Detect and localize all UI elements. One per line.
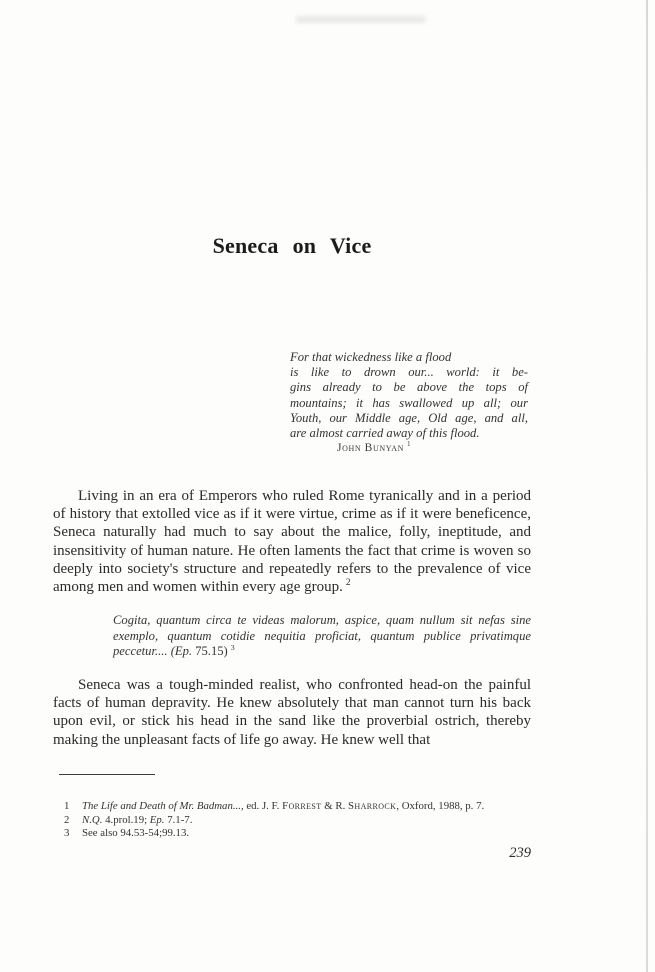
paragraph-2 (53, 676, 531, 749)
footnote-number: 1 (64, 800, 70, 812)
latin-quote-text: Cogita, quantum circa te videas malorum, aspice, quam nullum sit nefas sine exemplo, quantum cotidie nequitia proficiat, quantum publice privatimque peccetur.... (113, 613, 531, 659)
footnote-text: , Oxford, 1988, p. 7. (396, 800, 485, 812)
footnote-number: 2 (64, 813, 70, 826)
epigraph-line: Youth, our Middle age, Old age, and all, (290, 410, 528, 425)
footnote-3 (64, 827, 534, 841)
page-title: Seneca on Vice (212, 233, 372, 258)
footnote-text: Sharrock (347, 800, 397, 812)
footnote-1 (64, 800, 534, 814)
epigraph-line: For that wickedness like a flood (290, 350, 452, 364)
footnote-text: Ep. (149, 813, 165, 826)
footnote-text: The Life and Death of Mr. Badman..., (82, 800, 244, 812)
page-number: 239 (509, 845, 531, 861)
footnote-text: ed. J. F. (243, 800, 283, 812)
paragraph-2-text: Seneca was a tough-minded realist, who confronted head-on the painful facts of human depravity. He knew absolutely that man cannot turn his back upon evil, or stick his head in the sand like the proverbial ostrich, thereby making the unpleasant facts of life go away. He knew well that (53, 677, 531, 748)
footnote-text: & R. (321, 800, 348, 812)
paragraph-1 (53, 487, 531, 596)
footnote-2 (64, 814, 534, 828)
citation-abbrev: (Ep. (167, 644, 193, 659)
footnote-text: See also 94.53-54;99.13. (82, 827, 190, 840)
footnote-text: 7.1-7. (164, 813, 193, 826)
epigraph-attribution (337, 442, 411, 454)
footnote-reference: 2 (345, 578, 351, 589)
latin-block-quote (113, 613, 531, 660)
footnote-text: N.Q. (82, 813, 103, 826)
footnote-text: Forrest (282, 800, 322, 812)
epigraph-quote (290, 350, 528, 441)
footnote-reference: 3 (230, 643, 235, 652)
epigraph-line: mountains; it has swallowed up all; our (290, 395, 528, 410)
footnote-separator-rule (59, 774, 155, 775)
epigraph-line: are almost carried away of this flood. (290, 426, 480, 441)
scan-page-edge (646, 0, 648, 972)
footnotes-section (64, 800, 534, 841)
epigraph-line: gins already to be above the tops of (290, 380, 528, 395)
footnote-text: 4.prol.19; (102, 813, 150, 826)
footnote-reference: 1 (406, 440, 411, 449)
citation-locator: 75.15) (192, 644, 228, 659)
attribution-name: John Bunyan (337, 442, 404, 454)
epigraph-line: is like to drown our... world: it be- (290, 365, 528, 380)
footnote-number: 3 (64, 827, 70, 840)
scan-artifact-top (296, 16, 426, 23)
paragraph-1-text: Living in an era of Emperors who ruled Rome tyranically and in a period of history that extolled vice as if it were virtue, crime as if it were beneficence, Seneca naturally had much to say about the malice, folly, ineptitude, and insensitivity of human nature. He often laments the fact that crime is woven so deeply into society's structure and repeatedly refers to the prevalence of vice among men and women within every age group. (53, 488, 531, 596)
